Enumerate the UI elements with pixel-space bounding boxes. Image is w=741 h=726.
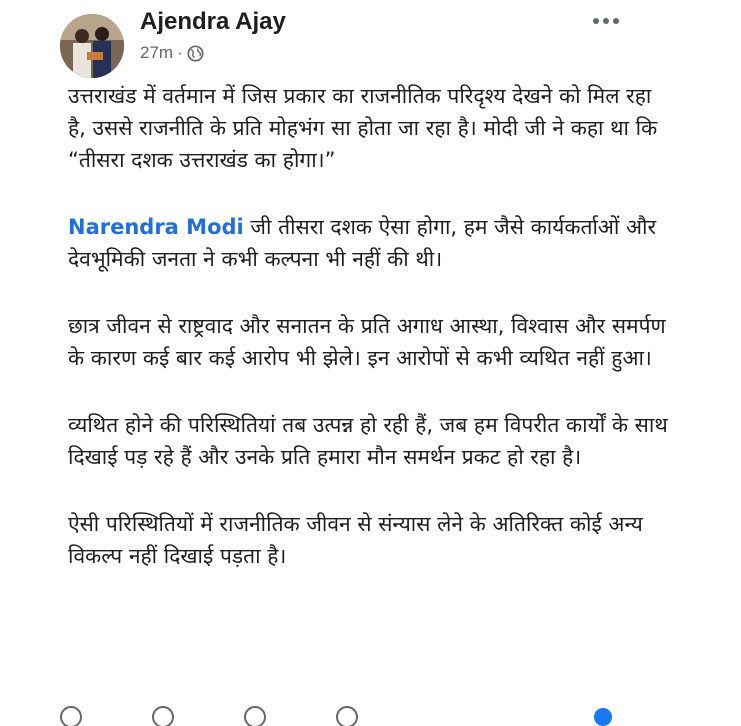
post-paragraph: छात्र जीवन से राष्ट्रवाद और सनातन के प्रति अगाध आस्था, विश्वास और समर्पण के कारण कई बार कई आरोप भी झेले। इन आरोपों से कभी व्यथित नहीं हुआ। — [68, 314, 666, 370]
more-horizontal-icon — [613, 18, 619, 24]
mention-link[interactable]: Narendra Modi — [68, 215, 244, 239]
more-horizontal-icon — [593, 18, 599, 24]
post-timestamp[interactable]: 27m — [140, 43, 174, 62]
post-paragraph — [68, 211, 668, 275]
post-header — [0, 0, 741, 75]
send-icon[interactable] — [336, 706, 358, 726]
meta-separator: · — [177, 43, 183, 62]
post-meta — [140, 43, 204, 63]
more-horizontal-icon — [603, 18, 609, 24]
globe-icon[interactable] — [187, 45, 204, 62]
post-paragraph: उत्तराखंड में वर्तमान में जिस प्रकार का राजनीतिक परिदृश्य देखने को मिल रहा है, उससे राजनीति के प्रति मोहभंग सा होता जा रहा है। मोदी जी ने कहा था कि “तीसरा दशक उत्तराखंड का होगा।” — [68, 84, 658, 172]
author-name[interactable]: Ajendra Ajay — [140, 8, 286, 35]
reaction-badge-icon — [594, 708, 612, 726]
avatar[interactable] — [60, 14, 124, 78]
post-paragraph: ऐसी परिस्थितियों में राजनीतिक जीवन से संन्यास लेने के अतिरिक्त कोई अन्य विकल्प नहीं दिखाई पड़ता है। — [68, 512, 643, 568]
reaction-bar — [60, 706, 620, 726]
post-paragraph: व्यथित होने की परिस्थितियां तब उत्पन्न हो रही हैं, जब हम विपरीत कार्यों के साथ दिखाई पड़ रहे हैं और उनके प्रति हमारा मौन समर्थन प्रकट हो रहा है। — [68, 413, 668, 469]
more-options-button[interactable] — [586, 6, 626, 36]
like-icon[interactable] — [60, 706, 82, 726]
post-body — [68, 80, 668, 607]
profile-photo-icon — [60, 14, 124, 78]
share-icon[interactable] — [244, 706, 266, 726]
comment-icon[interactable] — [152, 706, 174, 726]
post-paragraph-text: जी तीसरा दशक ऐसा होगा, हम जैसे कार्यकर्ताओं और देवभूमिकी जनता ने कभी कल्पना भी नहीं की थी। — [68, 215, 657, 271]
